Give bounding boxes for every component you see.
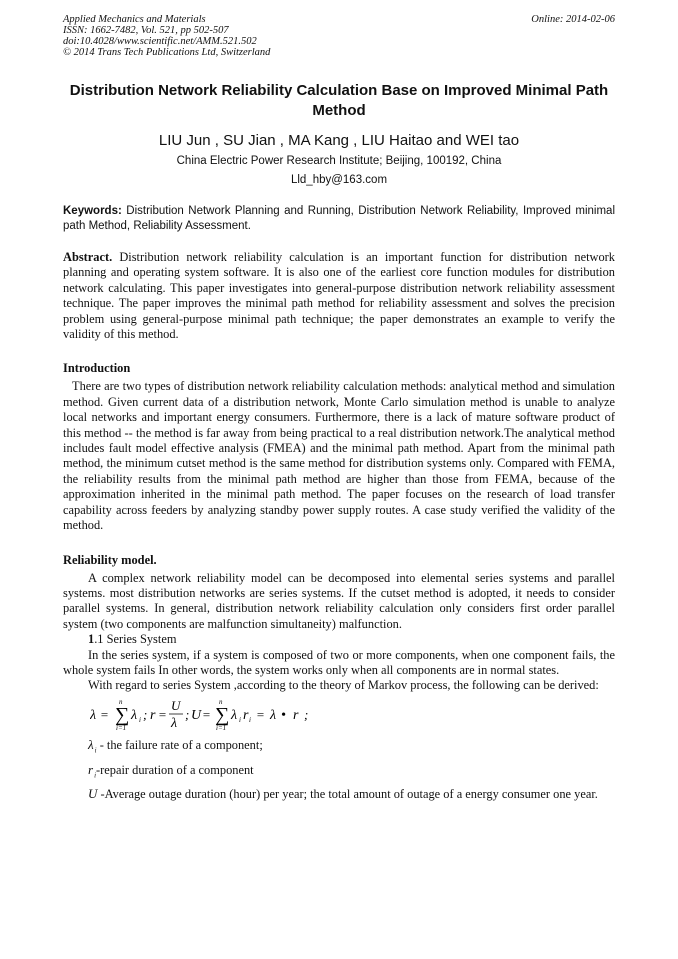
f-dot: • xyxy=(281,707,286,723)
sym-U: U xyxy=(88,785,98,801)
copyright: © 2014 Trans Tech Publications Ltd, Switzerland xyxy=(63,47,271,58)
f-r: r xyxy=(150,707,156,723)
f-sum: ∑ xyxy=(115,703,130,726)
journal-name: Applied Mechanics and Materials xyxy=(63,14,206,25)
subsection-number: 1 xyxy=(88,632,95,647)
reliability-paragraph-1: A complex network reliability model can be decomposed into elemental series systems and parallel systems. most distribution networks are series systems. If the cutset method is adopted, it needs to consider parallel systems. In general, distribution network reliability calculation only considers first order parallel system (two components are malfunction simultaneity) malfunction. xyxy=(63,570,615,631)
paper-title: Distribution Network Reliability Calculation Base on Improved Minimal Path Method xyxy=(69,82,609,119)
f-U: U xyxy=(191,707,202,723)
f-n2: n xyxy=(219,697,223,706)
series-formula xyxy=(90,697,615,733)
abstract-text: Distribution network reliability calculation is an important function for distribution network planning and operating system software. It is also one of the earliest core function modules for distribution network calculating. This paper investigates into general-purpose distribution network reliability assessment technique. The paper improves the minimal path method for reliability assessment and solves the precision problem using general-purpose minimal path technique; the paper demonstrates an example to verify the validity of this method. xyxy=(63,250,615,342)
reliability-paragraph-2: In the series system, if a system is composed of two or more components, when one component fails, the whole system fails In other words, the system works only when all components are in normal states. xyxy=(63,647,615,677)
subsection-title xyxy=(63,632,615,647)
email: Lld_hby@163.com xyxy=(290,174,388,186)
abstract-label: Abstract. xyxy=(63,250,113,264)
f-n: n xyxy=(119,697,123,706)
f-lambda-i2: λ xyxy=(231,707,238,723)
online-date: Online: 2014-02-06 xyxy=(531,14,615,25)
f-i1: i=1 xyxy=(116,723,127,732)
f-lambda-den: λ xyxy=(171,715,178,731)
f-semi1: ; xyxy=(143,706,148,722)
var-r-line xyxy=(63,762,615,784)
f-i: i xyxy=(139,715,141,724)
introduction-heading: Introduction xyxy=(63,361,131,376)
keywords-label: Keywords: xyxy=(63,205,122,217)
keywords xyxy=(63,204,615,234)
affiliation: China Electric Power Research Institute; Beijing, 100192, China xyxy=(176,155,502,167)
reliability-paragraph-3: With regard to series System ,according to the theory of Markov process, the following can be derived: xyxy=(88,678,599,693)
reliability-heading: Reliability model. xyxy=(63,552,157,567)
keywords-text: Distribution Network Planning and Running, Distribution Network Reliability, Improved minimal path Method, Reliability Assessment. xyxy=(63,205,615,232)
f-eq3: = xyxy=(202,706,211,722)
f-lambda: λ xyxy=(90,707,97,723)
journal-meta xyxy=(63,14,615,58)
var-lambda-desc: - the failure rate of a component; xyxy=(96,737,263,752)
sym-r-sub: i xyxy=(94,771,97,780)
paper-page xyxy=(63,14,615,802)
f-i2: i=1 xyxy=(216,723,227,732)
doi: doi:10.4028/www.scientific.net/AMM.521.502 xyxy=(63,36,257,47)
subsection-label: .1 Series System xyxy=(94,632,177,647)
issn: ISSN: 1662-7482, Vol. 521, pp 502-507 xyxy=(63,25,229,36)
sym-lambda: λ xyxy=(88,736,94,752)
f-eq2: = xyxy=(158,706,167,722)
f-semi3: ; xyxy=(304,706,309,722)
f-lambda-i: λ xyxy=(131,707,138,723)
abstract xyxy=(63,250,615,342)
introduction-text: There are two types of distribution network reliability calculation methods: analytical method and simulation method. Given current data of a distribution network, Monte Carlo simulation method is unable to analyze local networks and important energy consumers. Furthermore, there is a lack of mature software product of this method -- the method is far away from being practical to a real distribution network.The analytical method includes fault model effective analysis (FMEA) and the minimal path method. Apart from the minimal path method, the minimum cutset method is the same method for distribution systems only. Compared with FEMA, the reliability results from the minimal path method are higher than those from FEMA, because of the approximation inherited in the minimal path method. The paper focuses on the research of load transfer capability across feeders by analyzing standby power supply routes. A case study verified the validity of the method. xyxy=(63,379,615,533)
var-U-desc: -Average outage duration (hour) per year; the total amount of outage of a energy consumer one year. xyxy=(97,786,598,801)
sym-r: r xyxy=(88,761,94,777)
var-lambda-line xyxy=(63,737,615,759)
f-i-sub2: i xyxy=(239,715,241,724)
f-sum2: ∑ xyxy=(215,703,230,726)
var-r-desc: -repair duration of a component xyxy=(96,762,254,777)
f-U-num: U xyxy=(171,697,181,713)
authors: LIU Jun , SU Jian , MA Kang , LIU Haitao and WEI tao xyxy=(158,132,520,149)
f-i-sub3: i xyxy=(249,715,251,724)
var-U-line xyxy=(63,786,615,802)
formula-svg xyxy=(90,697,350,733)
f-eq: = xyxy=(100,706,109,722)
sym-lambda-sub: i xyxy=(94,746,97,755)
f-lambda3: λ xyxy=(270,707,277,723)
f-r-i: r xyxy=(243,707,249,723)
f-r3: r xyxy=(293,707,299,723)
f-semi2: ; xyxy=(185,706,190,722)
f-eq4: = xyxy=(256,706,265,722)
